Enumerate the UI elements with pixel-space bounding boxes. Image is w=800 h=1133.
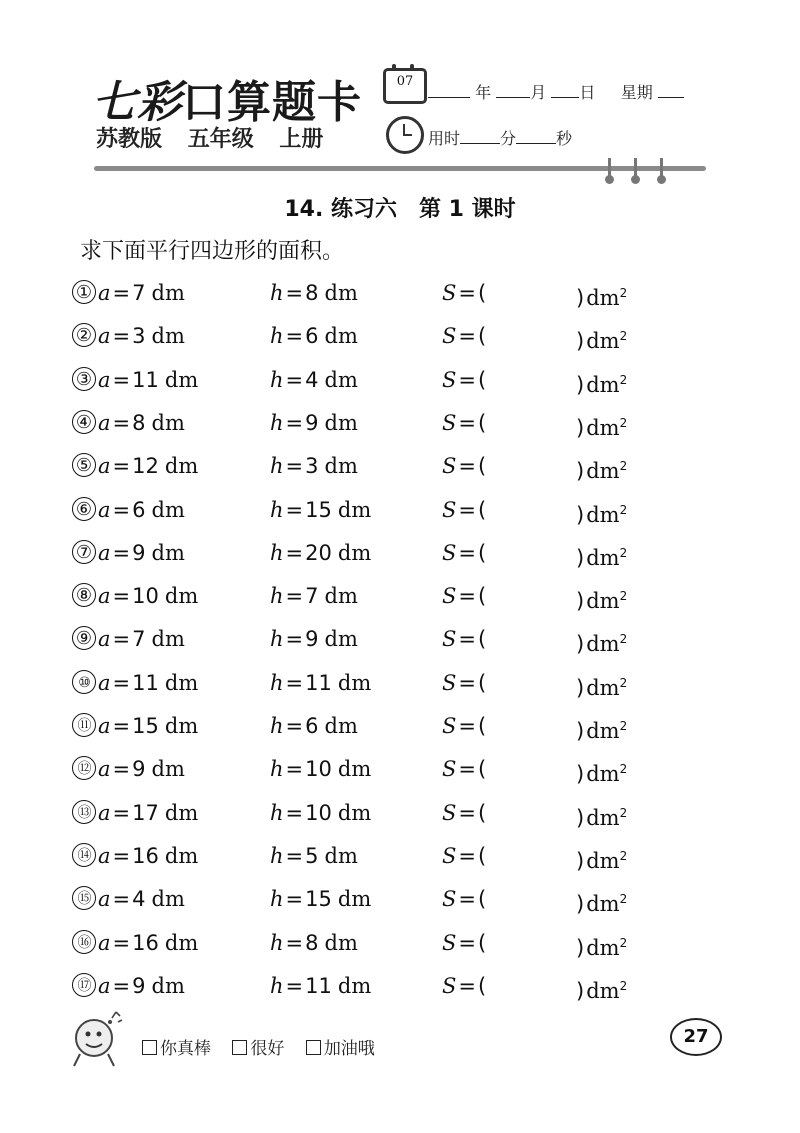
height-h: h=20 dm xyxy=(270,540,372,565)
answer-blank[interactable]: )$dm^2$ xyxy=(576,762,628,787)
side-a: ⑰ a=9 dm xyxy=(72,965,185,1008)
checkbox-icon xyxy=(306,1040,321,1055)
binder-ring-icon xyxy=(660,158,663,180)
problem-index: ⑨ xyxy=(72,626,96,650)
height-h: h=6 dm xyxy=(270,714,358,738)
brand-prefix: 七彩 xyxy=(92,77,182,128)
time-fill-line: 用时 分 秒 xyxy=(428,129,573,148)
base-value: 17 xyxy=(132,800,159,825)
problem-index: ⑭ xyxy=(72,843,96,867)
base-value: 6 xyxy=(132,497,146,522)
area-label: S=( xyxy=(442,973,487,998)
weekday-blank[interactable] xyxy=(658,83,684,98)
area-label: S=( xyxy=(442,281,487,305)
edition-publisher: 苏教版 xyxy=(96,127,163,152)
height-value: 15 xyxy=(305,887,332,912)
rating-option-great[interactable]: 你真棒 xyxy=(142,1039,211,1059)
problem-index: ⑪ xyxy=(72,713,96,737)
problem-index: ⑤ xyxy=(72,453,96,477)
seconds-blank[interactable] xyxy=(516,129,556,144)
height-value: 3 xyxy=(305,454,319,479)
height-value: 8 xyxy=(305,930,319,955)
problem-index: ① xyxy=(72,280,96,304)
area-label: S=( xyxy=(442,800,487,825)
year-blank[interactable] xyxy=(428,83,470,98)
checkbox-icon xyxy=(142,1040,157,1055)
base-value: 9 xyxy=(132,540,146,565)
side-a: ⑦ a=9 dm xyxy=(72,532,185,575)
height-value: 11 xyxy=(305,670,332,695)
area-label: S=( xyxy=(442,454,487,479)
answer-blank[interactable]: )$dm^2$ xyxy=(576,978,628,1003)
height-value: 6 xyxy=(305,714,319,738)
base-value: 11 xyxy=(132,367,159,392)
base-value: 15 xyxy=(132,714,159,738)
answer-blank[interactable]: )$dm^2$ xyxy=(576,632,628,657)
height-value: 20 xyxy=(305,540,332,565)
area-label: S=( xyxy=(442,843,487,868)
lesson-title: 14. 练习六 第 1 课时 xyxy=(284,197,516,222)
area-label: S=( xyxy=(442,670,487,695)
side-a: ④ a=8 dm xyxy=(72,402,185,445)
side-a: ⑩ a=11 dm xyxy=(72,662,198,705)
problem-index: ② xyxy=(72,323,96,347)
day-blank[interactable] xyxy=(551,83,579,98)
minutes-blank[interactable] xyxy=(460,129,500,144)
base-value: 9 xyxy=(132,757,146,782)
base-value: 7 xyxy=(132,627,146,652)
base-value: 10 xyxy=(132,584,159,609)
base-value: 3 xyxy=(132,324,146,349)
edition-grade: 五年级 xyxy=(187,127,254,152)
area-label: S=( xyxy=(442,497,487,522)
answer-blank[interactable]: )$dm^2$ xyxy=(576,329,628,354)
rating-option-keep-going[interactable]: 加油哦 xyxy=(306,1039,375,1059)
side-a: ⑤ a=12 dm xyxy=(72,445,198,488)
side-a: ① a=7 dm xyxy=(72,272,185,315)
checkbox-icon xyxy=(232,1040,247,1055)
side-a: ⑬ a=17 dm xyxy=(72,792,198,835)
base-value: 16 xyxy=(132,930,159,955)
height-h: h=4 dm xyxy=(270,367,358,392)
month-blank[interactable] xyxy=(496,83,530,98)
problem-index: ⑩ xyxy=(72,670,96,694)
base-value: 4 xyxy=(132,887,146,912)
answer-blank[interactable]: )$dm^2$ xyxy=(576,372,628,397)
height-h: h=11 dm xyxy=(270,973,372,998)
base-value: 8 xyxy=(132,410,146,435)
problem-index: ⑰ xyxy=(72,973,96,997)
height-value: 4 xyxy=(305,367,319,392)
area-label: S=( xyxy=(442,410,487,435)
base-value: 9 xyxy=(132,973,146,998)
height-value: 9 xyxy=(305,410,319,435)
answer-blank[interactable]: )$dm^2$ xyxy=(576,545,628,570)
side-a: ⑥ a=6 dm xyxy=(72,489,185,532)
problem-index: ⑧ xyxy=(72,583,96,607)
height-h: h=9 dm xyxy=(270,627,358,652)
height-h: h=8 dm xyxy=(270,281,358,305)
instruction-text: 求下面平行四边形的面积。 xyxy=(80,239,345,264)
height-value: 11 xyxy=(305,973,332,998)
side-a: ⑮ a=4 dm xyxy=(72,878,185,921)
height-h: h=6 dm xyxy=(270,324,358,349)
height-h: h=5 dm xyxy=(270,843,358,868)
answer-blank[interactable]: )$dm^2$ xyxy=(576,415,628,440)
self-rating xyxy=(142,1034,391,1059)
area-label: S=( xyxy=(442,324,487,349)
problem-index: ⑦ xyxy=(72,540,96,564)
edition-info xyxy=(96,122,341,153)
height-value: 15 xyxy=(305,497,332,522)
answer-blank[interactable]: )$dm^2$ xyxy=(576,892,628,917)
answer-blank[interactable]: )$dm^2$ xyxy=(576,589,628,614)
side-a: ⑨ a=7 dm xyxy=(72,618,185,661)
base-value: 7 xyxy=(132,281,146,305)
area-label: S=( xyxy=(442,930,487,955)
side-a: ③ a=11 dm xyxy=(72,359,198,402)
height-value: 10 xyxy=(305,757,332,782)
height-h: h=10 dm xyxy=(270,800,372,825)
answer-blank[interactable]: )$dm^2$ xyxy=(576,935,628,960)
answer-blank[interactable]: )$dm^2$ xyxy=(576,675,628,700)
answer-blank[interactable]: )$dm^2$ xyxy=(576,502,628,527)
problem-index: ⑫ xyxy=(72,756,96,780)
problem-index: ⑬ xyxy=(72,800,96,824)
side-a: ⑧ a=10 dm xyxy=(72,575,198,618)
answer-blank[interactable]: )$dm^2$ xyxy=(576,459,628,484)
height-value: 5 xyxy=(305,843,319,868)
side-a: ⑭ a=16 dm xyxy=(72,835,198,878)
base-value: 11 xyxy=(132,670,159,695)
page-number: 27 xyxy=(670,1018,722,1056)
base-value: 16 xyxy=(132,843,159,868)
height-h: h=15 dm xyxy=(270,887,372,912)
area-label: S=( xyxy=(442,627,487,652)
height-value: 10 xyxy=(305,800,332,825)
answer-blank[interactable]: )$dm^2$ xyxy=(576,848,628,873)
side-a: ⑪ a=15 dm xyxy=(72,705,198,748)
area-label: S=( xyxy=(442,887,487,912)
side-a: ⑯ a=16 dm xyxy=(72,922,198,965)
problem-index: ③ xyxy=(72,367,96,391)
height-value: 8 xyxy=(305,281,319,305)
area-label: S=( xyxy=(442,584,487,609)
answer-blank[interactable]: )$dm^2$ xyxy=(576,286,628,310)
height-value: 9 xyxy=(305,627,319,652)
area-label: S=( xyxy=(442,714,487,738)
edition-volume: 上册 xyxy=(279,127,324,152)
area-label: S=( xyxy=(442,757,487,782)
height-value: 6 xyxy=(305,324,319,349)
height-h: h=8 dm xyxy=(270,930,358,955)
height-value: 7 xyxy=(305,584,319,609)
answer-blank[interactable]: )$dm^2$ xyxy=(576,805,628,830)
binder-ring-icon xyxy=(634,158,637,180)
rating-option-good[interactable]: 很好 xyxy=(232,1039,284,1059)
mascot-illustration xyxy=(66,1008,128,1070)
height-h: h=7 dm xyxy=(270,584,358,609)
height-h: h=15 dm xyxy=(270,497,372,522)
height-h: h=10 dm xyxy=(270,757,372,782)
header-divider xyxy=(94,166,706,171)
problem-index: ⑯ xyxy=(72,930,96,954)
problem-index: ⑮ xyxy=(72,886,96,910)
calendar-icon: 07 xyxy=(383,68,427,104)
height-h: h=11 dm xyxy=(270,670,372,695)
brand-logo xyxy=(92,66,362,130)
brand-title: 口算题卡 xyxy=(182,77,362,128)
area-label: S=( xyxy=(442,540,487,565)
height-h: h=3 dm xyxy=(270,454,358,479)
clock-icon xyxy=(386,116,424,154)
binder-ring-icon xyxy=(608,158,611,180)
area-label: S=( xyxy=(442,367,487,392)
date-fill-line: 年 月 日 星期 xyxy=(428,80,684,103)
side-a: ② a=3 dm xyxy=(72,315,185,358)
height-h: h=9 dm xyxy=(270,410,358,435)
answer-blank[interactable]: )$dm^2$ xyxy=(576,719,628,743)
side-a: ⑫ a=9 dm xyxy=(72,748,185,791)
base-value: 12 xyxy=(132,454,159,479)
problem-index: ④ xyxy=(72,410,96,434)
problem-index: ⑥ xyxy=(72,497,96,521)
